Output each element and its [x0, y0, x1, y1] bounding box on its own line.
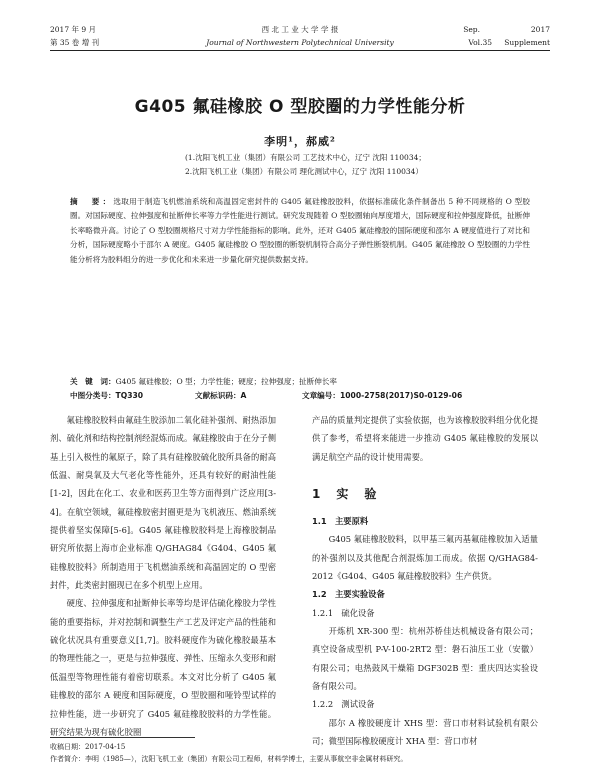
clc-number: 中图分类号：TQ330: [70, 391, 144, 400]
subsection-1-1-heading: 1.1 主要原料: [312, 516, 369, 527]
paper-authors: 李明¹，郝威²: [264, 135, 336, 148]
paper-title: G405 氟硅橡胶 O 型胶圈的力学性能分析: [134, 97, 466, 117]
keywords: [70, 376, 530, 388]
subsection-1-2-1-text: 开炼机 XR-300 型：杭州苏桥佳达机械设备有限公司；真空设备成型机 P-V-100-2RT2 型：磐石油压工业（安徽）有限公司；电热鼓风干燥箱 DGF302B 型：重庆四达实验设备有限公司。: [312, 626, 538, 692]
article-id: 文章编号：1000-2758(2017)S0-0129-06: [302, 391, 463, 400]
left-column: [50, 411, 276, 741]
section-1-heading: 1 实 验: [312, 487, 379, 502]
subsection-1-2-2-text: 邵尔 A 橡胶硬度计 XHS 型：营口市材料试验机有限公司；微型国际橡胶硬度计 XHA 型：营口市材: [312, 717, 538, 747]
header-journal-cn: 西 北 工 业 大 学 学 报: [261, 25, 339, 34]
abstract: [70, 195, 530, 267]
header-year-en: 2017: [530, 25, 550, 34]
keywords-text: G405 氟硅橡胶；O 型；力学性能；硬度；拉伸强度；扯断伸长率: [115, 377, 338, 386]
intro-continuation: 产品的质量判定提供了实验依据，也为该橡胶胶料组分优化提供了参考，希望将来能进一步推动 G405 氟硅橡胶的发展以满足航空产品的设计使用需要。: [312, 415, 538, 462]
intro-paragraph-2: 硬度、拉伸强度和扯断伸长率等均是评估硫化橡胶力学性能的重要指标，并对控制和调整生产工艺及评定产品的性能和硫化状况具有重要意义[1,7]。胶料硬度作为硫化橡胶最基本的物理性能之一，更是与拉伸强度、弹性、压缩永久变形和耐低温型等物理性能有着密切联系。本文对比分析了 G405 氟硅橡胶的邵尔 A 硬度和国际硬度，O 型胶圈和哑铃型试样的拉伸性能，进一步研究了 G405 氟硅橡胶胶料的力学性能。研究结果为现有硫化胶圈: [50, 598, 276, 737]
header-volume-en: Vol.35: [468, 38, 492, 47]
header-volume-cn: 第 35 卷 增 刊: [50, 38, 100, 47]
intro-paragraph-1: 氟硅橡胶胶料由氟硅生胶添加二氧化硅补强剂、耐热添加剂、硫化剂和结构控制剂经混炼而成。氟硅橡胶由于在分子侧基上引入极性的氟原子，除了具有硅橡胶硫化胶所具备的耐高低温、耐臭氧及大气老化等性能外，还具有较好的耐油性能[1-2]，因此在化工、农业和医药卫生等方面得到广泛应用[3-4]。在航空领域，氟硅橡胶密封圈更是为飞机液压、燃油系统提供着坚实保障[5-6]。G405 氟硅橡胶胶料是上海橡胶制品研究所依据上海市企业标准 Q/GHAG84《G404、G405 氟硅橡胶胶料》所制造用于飞机燃油系统和高温固定的 O 型密封件，此类密封圈现已在多个机型上应用。: [50, 415, 276, 591]
footnote-rule: [50, 737, 195, 738]
affiliation-1: (1.沈阳飞机工业（集团）有限公司 工艺技术中心，辽宁 沈阳 110034；: [185, 153, 426, 162]
subsection-1-2-2-heading: 1.2.2 测试设备: [312, 699, 375, 710]
right-column: [312, 411, 538, 751]
header-journal-en: Journal of Northwestern Polytechnical University: [206, 38, 394, 47]
abstract-label: 摘 要：: [70, 197, 114, 206]
author-info: 作者简介：李明（1985—），沈阳飞机工业（集团）有限公司工程师，材料学博士，主要从事航空非金属材料研究。: [50, 755, 408, 763]
received-date: 收稿日期：2017-04-15: [50, 743, 126, 751]
header-month-en: Sep.: [463, 25, 480, 34]
keywords-label: 关 键 词：: [70, 377, 116, 386]
subsection-1-2-1-heading: 1.2.1 硫化设备: [312, 607, 375, 618]
subsection-1-2-heading: 1.2 主要实验设备: [312, 589, 385, 600]
header-year-month: 2017 年 9 月: [50, 25, 97, 34]
document-code: 文献标识码：A: [195, 391, 247, 400]
header-rule: [50, 50, 550, 51]
affiliation-2: 2.沈阳飞机工业（集团）有限公司 理化测试中心，辽宁 沈阳 110034）: [185, 167, 423, 176]
abstract-text: 选取用于制造飞机燃油系统和高温固定密封件的 G405 氟硅橡胶胶料，依据标准硫化条件制备出 5 种不同规格的 O 型胶圈。对国际硬度、拉伸强度和扯断伸长率等力学性能进行测试。研究发现随着 O 型胶圈轴向厚度增大，国际硬度和拉伸强度降低，扯断伸长率略微升高。讨论了 O 型胶圈规格尺寸对力学性能指标的影响。此外，还对 G405 氟硅橡胶的国际硬度和邵尔 A 硬度值进行了对比和分析，国际硬度略小于邵尔 A 硬度。G405 氟硅橡胶 O 型胶圈的断裂机制符合高分子弹性断裂机制。G405 氟硅橡胶 O 型胶圈的力学性能分析将为胶料组分的进一步优化和未来进一步量化研究提供数据支持。: [70, 197, 530, 264]
subsection-1-1-text: G405 氟硅橡胶胶料，以甲基三氟丙基氟硅橡胶加入适量的补强剂以及其他配合剂混炼加工而成。依据 Q/GHAG84-2012《G404、G405 氟硅橡胶胶料》生产供货。: [312, 534, 538, 582]
header-supplement-en: Supplement: [504, 38, 550, 47]
